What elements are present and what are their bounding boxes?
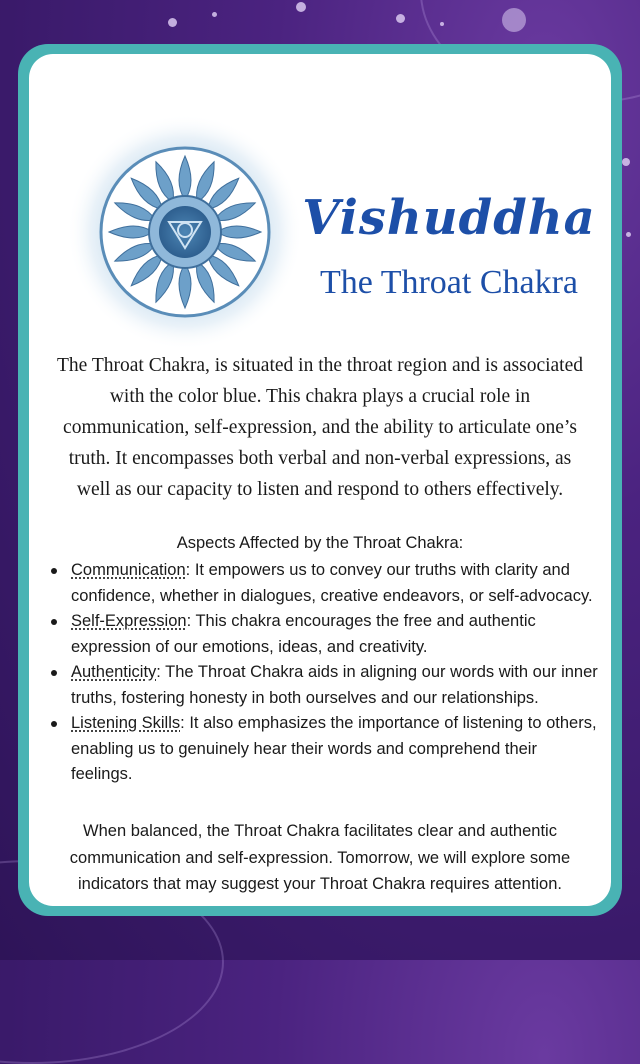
aspect-description: It empowers us to convey our truths with clarity and confidence, whether in dialogues, creative endeavors, or self-advocacy. xyxy=(71,561,593,605)
aspect-term: Listening Skills xyxy=(71,714,181,732)
background-dot xyxy=(622,158,630,166)
closing-paragraph: When balanced, the Throat Chakra facilitates clear and authentic communication and self-expression. Tomorrow, we will explore some indicators that may suggest your Throat Chakra requires attention. xyxy=(69,822,571,893)
aspects-heading: Aspects Affected by the Throat Chakra: xyxy=(176,534,464,552)
aspect-separator: : xyxy=(156,663,161,681)
background-dot xyxy=(396,14,405,23)
aspect-term: Communication xyxy=(71,561,186,579)
aspect-description: This chakra encourages the free and authentic expression of our emotions, ideas, and creativity. xyxy=(71,612,536,656)
aspect-item-self-expression xyxy=(59,609,599,660)
bullet-icon xyxy=(51,568,57,574)
throat-chakra-mandala-icon xyxy=(65,112,305,352)
aspect-term: Self-Expression xyxy=(71,612,187,630)
aspect-separator: : xyxy=(180,714,185,732)
aspect-separator: : xyxy=(186,612,192,630)
aspect-item-communication xyxy=(59,558,599,609)
aspect-separator: : xyxy=(185,561,191,579)
bullet-icon xyxy=(51,721,57,727)
intro-paragraph: The Throat Chakra, is situated in the throat region and is associated with the color blue. This chakra plays a crucial role in communication, self-expression, and the ability to articulate one’s truth. It encompasses both verbal and non-verbal expressions, as well as our capacity to listen and respond to others effectively. xyxy=(57,355,583,500)
aspect-description: The Throat Chakra aids in aligning our words with our inner truths, fostering honesty in both ourselves and our relationships. xyxy=(71,663,598,707)
background-dot xyxy=(296,2,306,12)
aspect-item-authenticity xyxy=(59,660,599,711)
aspect-description: It also emphasizes the importance of listening to others, enabling us to genuinely hear their words and comprehend their feelings. xyxy=(71,714,597,783)
info-card xyxy=(29,54,611,906)
bullet-icon xyxy=(51,670,57,676)
aspect-item-listening-skills xyxy=(59,711,599,788)
bullet-icon xyxy=(51,619,57,625)
background-dot xyxy=(626,232,631,237)
chakra-title: Vishuddha xyxy=(302,190,596,246)
aspects-list xyxy=(59,558,599,788)
chakra-subtitle: The Throat Chakra xyxy=(319,264,579,301)
background-dot xyxy=(212,12,217,17)
background-dot xyxy=(168,18,177,27)
aspect-term: Authenticity xyxy=(71,663,157,681)
